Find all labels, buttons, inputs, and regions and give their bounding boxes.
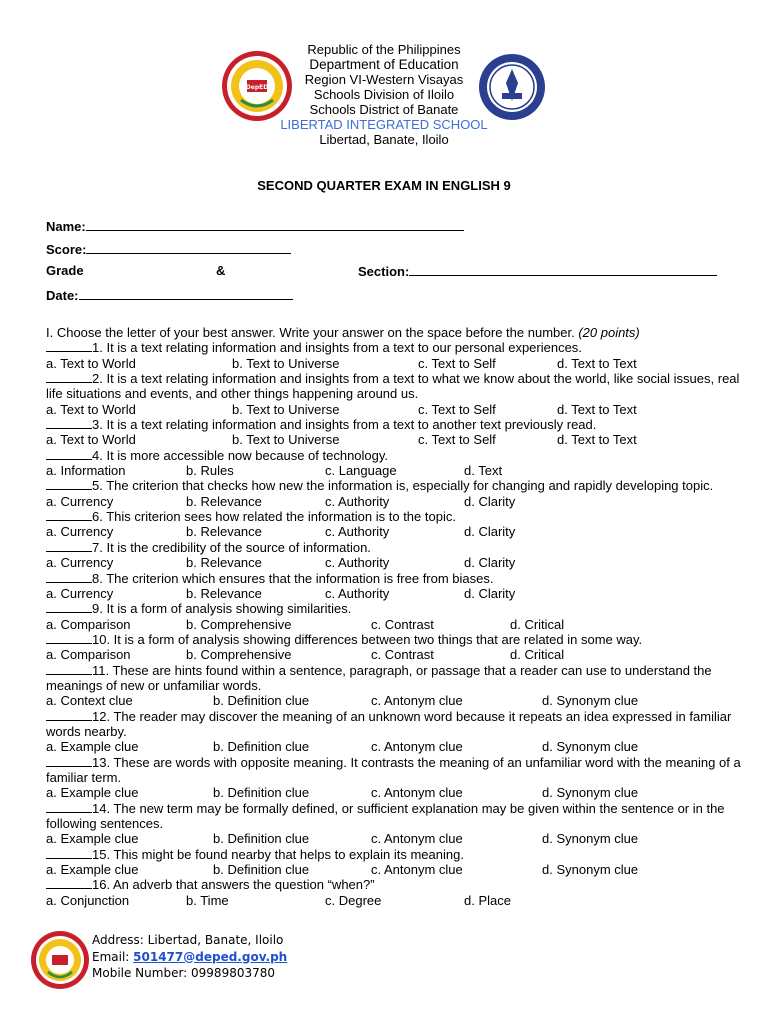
question-item xyxy=(46,601,746,616)
option-b: b. Definition clue xyxy=(213,739,310,755)
question-item xyxy=(46,709,746,740)
division-line: Schools Division of Iloilo xyxy=(313,87,455,102)
date-field[interactable] xyxy=(46,287,293,303)
question-item xyxy=(46,755,746,786)
district-line: Schools District of Banate xyxy=(309,102,459,117)
question-text: 11. These are hints found within a sentence, paragraph, or passage that a reader can use to understand the meanings of new or unfamiliar words. xyxy=(46,662,712,693)
option-b: b. Text to Universe xyxy=(232,355,340,371)
answer-options xyxy=(46,463,746,478)
score-label: Score: xyxy=(46,242,87,257)
option-a: a. Comparison xyxy=(46,647,131,663)
ampersand: & xyxy=(216,263,226,278)
option-a: a. Example clue xyxy=(46,739,139,755)
question-text: 7. It is the credibility of the source of information. xyxy=(92,539,371,555)
answer-blank[interactable] xyxy=(46,632,92,644)
option-b: b. Relevance xyxy=(186,555,262,571)
option-c: c. Antonym clue xyxy=(371,862,463,878)
question-text: 14. The new term may be formally defined, or sufficient explanation may be given within the sentence or in the following sentences. xyxy=(46,800,725,831)
option-c: c. Contrast xyxy=(371,647,434,663)
option-a: a. Context clue xyxy=(46,693,133,709)
answer-options xyxy=(46,862,746,877)
answer-blank[interactable] xyxy=(46,877,92,889)
option-a: a. Text to World xyxy=(46,432,136,448)
option-c: c. Degree xyxy=(325,892,382,908)
answer-options xyxy=(46,739,746,754)
question-item xyxy=(46,509,746,524)
question-text: 16. An adverb that answers the question “when?” xyxy=(92,877,375,893)
answer-blank[interactable] xyxy=(46,448,92,460)
option-c: c. Antonym clue xyxy=(371,831,463,847)
answer-blank[interactable] xyxy=(46,340,92,352)
option-d: d. Text xyxy=(464,463,503,479)
question-item xyxy=(46,417,746,432)
question-item xyxy=(46,448,746,463)
option-b: b. Definition clue xyxy=(213,693,310,709)
answer-options xyxy=(46,785,746,800)
answer-options xyxy=(46,555,746,570)
footer-address: Address: Libertad, Banate, Iloilo xyxy=(92,933,284,947)
option-d: d. Place xyxy=(464,892,511,908)
answer-blank[interactable] xyxy=(46,478,92,490)
option-c: c. Text to Self xyxy=(418,401,496,417)
answer-blank[interactable] xyxy=(46,709,92,721)
school-name: LIBERTAD INTEGRATED SCHOOL xyxy=(280,117,488,132)
option-a: a. Currency xyxy=(46,585,114,601)
option-c: c. Text to Self xyxy=(418,355,496,371)
option-a: a. Currency xyxy=(46,493,114,509)
option-d: d. Synonym clue xyxy=(542,693,639,709)
option-d: d. Clarity xyxy=(464,555,516,571)
answer-options xyxy=(46,831,746,846)
name-blank[interactable] xyxy=(86,218,464,231)
instructions-text: I. Choose the letter of your best answer. Write your answer on the space before the number. xyxy=(46,325,579,340)
question-item xyxy=(46,877,746,892)
option-c: c. Authority xyxy=(325,585,390,601)
section-field[interactable] xyxy=(358,263,717,279)
question-text: 5. The criterion that checks how new the information is, especially for changing and rapidly developing topic. xyxy=(92,478,714,494)
answer-blank[interactable] xyxy=(46,417,92,429)
option-d: d. Synonym clue xyxy=(542,785,639,801)
option-a: a. Example clue xyxy=(46,785,139,801)
option-b: b. Rules xyxy=(186,463,234,479)
option-d: d. Text to Text xyxy=(557,355,637,371)
answer-blank[interactable] xyxy=(46,663,92,675)
option-a: a. Example clue xyxy=(46,862,139,878)
question-text: 3. It is a text relating information and insights from a text to another text previously read. xyxy=(92,417,597,433)
option-b: b. Time xyxy=(186,892,229,908)
answer-options xyxy=(46,586,746,601)
instructions xyxy=(46,325,746,340)
instructions-points: (20 points) xyxy=(578,325,640,340)
answer-blank[interactable] xyxy=(46,847,92,859)
option-b: b. Definition clue xyxy=(213,785,310,801)
question-item xyxy=(46,478,746,493)
option-d: d. Clarity xyxy=(464,493,516,509)
option-c: c. Authority xyxy=(325,555,390,571)
question-item xyxy=(46,663,746,694)
exam-questions xyxy=(46,325,746,908)
question-text: 8. The criterion which ensures that the information is free from biases. xyxy=(92,570,494,586)
option-c: c. Authority xyxy=(325,524,390,540)
question-text: 1. It is a text relating information and insights from a text to our personal experiences. xyxy=(92,340,582,356)
option-b: b. Comprehensive xyxy=(186,647,292,663)
option-c: c. Authority xyxy=(325,493,390,509)
option-a: a. Conjunction xyxy=(46,892,130,908)
department-line: Department of Education xyxy=(309,57,459,72)
option-c: c. Contrast xyxy=(371,616,434,632)
question-text: 9. It is a form of analysis showing similarities. xyxy=(92,601,352,617)
option-c: c. Text to Self xyxy=(418,432,496,448)
answer-options xyxy=(46,494,746,509)
republic-line: Republic of the Philippines xyxy=(307,42,461,57)
option-b: b. Relevance xyxy=(186,524,262,540)
region-line: Region VI-Western Visayas xyxy=(304,72,464,87)
answer-blank[interactable] xyxy=(46,801,92,813)
question-item xyxy=(46,571,746,586)
option-a: a. Currency xyxy=(46,555,114,571)
letterhead xyxy=(0,42,768,147)
exam-title: SECOND QUARTER EXAM IN ENGLISH 9 xyxy=(257,178,511,193)
option-d: d. Clarity xyxy=(464,585,516,601)
answer-blank[interactable] xyxy=(46,509,92,521)
option-b: b. Definition clue xyxy=(213,831,310,847)
question-text: 12. The reader may discover the meaning of an unknown word because it repeats an idea expressed in familiar words nearby. xyxy=(46,708,732,739)
answer-blank[interactable] xyxy=(46,571,92,583)
option-d: d. Synonym clue xyxy=(542,739,639,755)
option-c: c. Antonym clue xyxy=(371,739,463,755)
option-a: a. Information xyxy=(46,463,126,479)
option-c: c. Antonym clue xyxy=(371,785,463,801)
name-label: Name: xyxy=(46,219,86,234)
option-d: d. Critical xyxy=(510,647,565,663)
answer-options xyxy=(46,524,746,539)
question-item xyxy=(46,340,746,355)
name-field[interactable] xyxy=(46,218,464,234)
question-text: 6. This criterion sees how related the information is to the topic. xyxy=(92,509,456,525)
answer-blank[interactable] xyxy=(46,540,92,552)
answer-options xyxy=(46,617,746,632)
question-item xyxy=(46,847,746,862)
option-a: a. Currency xyxy=(46,524,114,540)
question-text: 2. It is a text relating information and insights from a text to what we know about the world, like social issues, real life situations and events, and other things happening around us. xyxy=(46,371,740,402)
option-d: d. Critical xyxy=(510,616,565,632)
school-seal-logo xyxy=(30,930,90,990)
question-item xyxy=(46,540,746,555)
question-text: 10. It is a form of analysis showing differences between two things that are related in some way. xyxy=(92,631,643,647)
answer-options xyxy=(46,432,746,447)
question-item xyxy=(46,632,746,647)
answer-options xyxy=(46,893,746,908)
footer-email-line xyxy=(92,949,287,966)
section-blank[interactable] xyxy=(409,263,717,276)
question-item xyxy=(46,371,746,402)
svg-text:DepED: DepED xyxy=(245,84,269,91)
score-blank[interactable] xyxy=(86,241,291,254)
option-d: d. Text to Text xyxy=(557,401,637,417)
score-field[interactable] xyxy=(46,241,291,257)
option-a: a. Comparison xyxy=(46,616,131,632)
date-label: Date: xyxy=(46,288,79,303)
option-b: b. Relevance xyxy=(186,585,262,601)
date-blank[interactable] xyxy=(79,287,293,300)
answer-options xyxy=(46,693,746,708)
option-c: c. Language xyxy=(325,463,397,479)
option-b: b. Text to Universe xyxy=(232,432,340,448)
question-list xyxy=(46,340,746,908)
grade-label: Grade xyxy=(46,263,84,278)
option-b: b. Relevance xyxy=(186,493,262,509)
option-b: b. Text to Universe xyxy=(232,401,340,417)
question-text: 15. This might be found nearby that helps to explain its meaning. xyxy=(92,846,464,862)
answer-options xyxy=(46,402,746,417)
option-a: a. Text to World xyxy=(46,355,136,371)
section-label: Section: xyxy=(358,264,410,279)
answer-blank[interactable] xyxy=(46,371,92,383)
question-text: 4. It is more accessible now because of technology. xyxy=(92,447,389,463)
option-a: a. Example clue xyxy=(46,831,139,847)
answer-blank[interactable] xyxy=(46,601,92,613)
option-b: b. Definition clue xyxy=(213,862,310,878)
footer-contact xyxy=(92,932,287,982)
option-d: d. Text to Text xyxy=(557,432,637,448)
footer-email-link[interactable]: 501477@deped.gov.ph xyxy=(133,949,288,964)
school-location: Libertad, Banate, Iloilo xyxy=(319,132,449,147)
option-c: c. Antonym clue xyxy=(371,693,463,709)
question-text: 13. These are words with opposite meaning. It contrasts the meaning of an unfamiliar word with the meaning of a familiar term. xyxy=(46,754,741,785)
answer-blank[interactable] xyxy=(46,755,92,767)
answer-options xyxy=(46,647,746,662)
option-d: d. Synonym clue xyxy=(542,862,639,878)
question-item xyxy=(46,801,746,832)
option-b: b. Comprehensive xyxy=(186,616,292,632)
option-a: a. Text to World xyxy=(46,401,136,417)
option-d: d. Clarity xyxy=(464,524,516,540)
option-d: d. Synonym clue xyxy=(542,831,639,847)
footer-email-label: Email: xyxy=(92,949,134,964)
answer-options xyxy=(46,356,746,371)
footer-mobile: Mobile Number: 09989803780 xyxy=(92,966,276,980)
